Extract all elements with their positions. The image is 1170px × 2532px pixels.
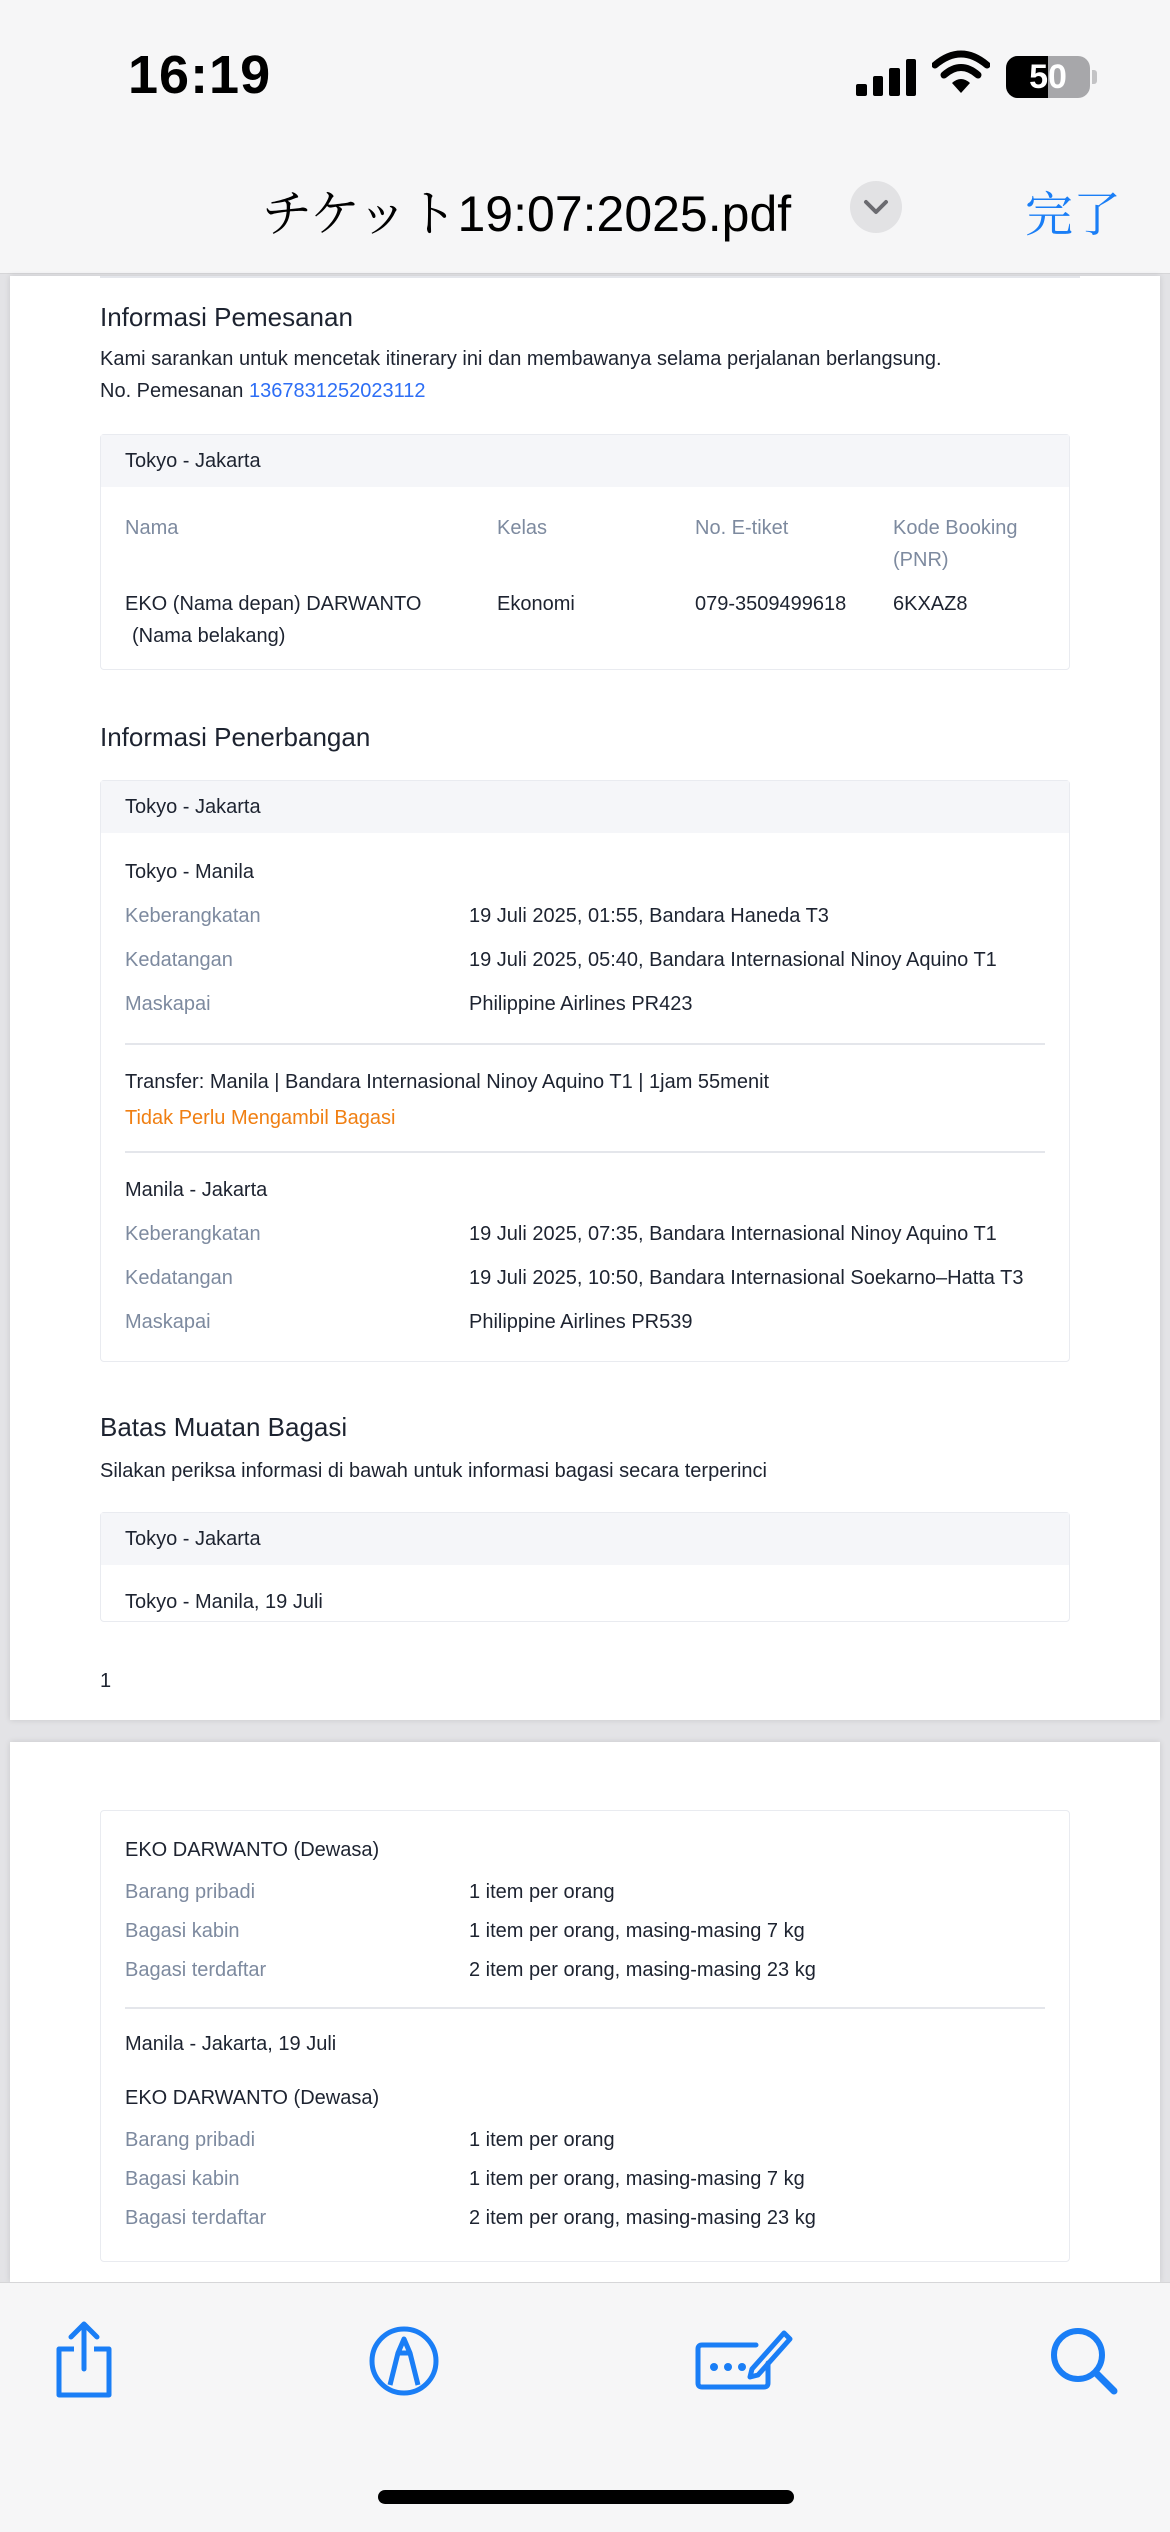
title-menu-button[interactable] bbox=[850, 181, 902, 233]
search-icon[interactable] bbox=[1048, 2325, 1120, 2397]
passenger-name-line2: (Nama belakang) bbox=[132, 625, 286, 647]
personal-item-value: 1 item per orang bbox=[469, 1881, 615, 1903]
segment-2-arr-value: 19 Juli 2025, 10:50, Bandara Internasional Soekarno–Hatta T3 bbox=[469, 1267, 1024, 1289]
markup-icon[interactable] bbox=[368, 2325, 440, 2397]
cabin-baggage-label: Bagasi kabin bbox=[125, 1920, 240, 1942]
segment-2-airline-label: Maskapai bbox=[125, 1311, 211, 1333]
battery-level: 50 bbox=[1029, 58, 1067, 96]
passenger-name-line1: EKO (Nama depan) DARWANTO bbox=[125, 593, 422, 615]
booking-number-row bbox=[100, 380, 425, 403]
passenger-table-route: Tokyo - Jakarta bbox=[125, 450, 261, 472]
battery-tip bbox=[1092, 70, 1097, 84]
segment-2-dep-label: Keberangkatan bbox=[125, 1223, 261, 1245]
cabin-baggage-label: Bagasi kabin bbox=[125, 2168, 240, 2190]
baggage-table-continued bbox=[100, 1810, 1070, 2262]
baggage-heading: Batas Muatan Bagasi bbox=[100, 1412, 348, 1442]
segment-2-title: Manila - Jakarta bbox=[125, 1179, 268, 1201]
segment-2-airline-value: Philippine Airlines PR539 bbox=[469, 1311, 693, 1333]
personal-item-label: Barang pribadi bbox=[125, 2129, 256, 2151]
col-pnr-line1: Kode Booking bbox=[893, 517, 1018, 539]
segment-1-dep-label: Keberangkatan bbox=[125, 905, 261, 927]
segment-1-title: Tokyo - Manila bbox=[125, 861, 254, 883]
booking-number-label: No. Pemesanan bbox=[100, 380, 244, 402]
cellular-signal-icon bbox=[856, 56, 916, 96]
baggage-passenger: EKO DARWANTO (Dewasa) bbox=[125, 1839, 380, 1861]
baggage-segment-1-title: Tokyo - Manila, 19 Juli bbox=[125, 1591, 323, 1613]
col-pnr-line2: (PNR) bbox=[893, 549, 949, 571]
segment-divider bbox=[125, 1043, 1045, 1045]
cabin-baggage-value: 1 item per orang, masing-masing 7 kg bbox=[469, 2168, 805, 2190]
baggage-note: Silakan periksa informasi di bawah untuk informasi bagasi secara terperinci bbox=[100, 1460, 767, 1482]
passenger-pnr: 6KXAZ8 bbox=[893, 593, 968, 615]
baggage-passenger: EKO DARWANTO (Dewasa) bbox=[125, 2087, 380, 2109]
segment-1-arr-label: Kedatangan bbox=[125, 949, 233, 971]
share-icon[interactable] bbox=[52, 2319, 116, 2399]
checked-baggage-label: Bagasi terdaftar bbox=[125, 2207, 267, 2229]
baggage-table-top bbox=[100, 1512, 1070, 1622]
booking-number-value[interactable]: 1367831252023112 bbox=[248, 380, 426, 402]
done-button[interactable]: 完了 bbox=[1025, 189, 1122, 242]
transfer-info: Transfer: Manila | Bandara Internasional Ninoy Aquino T1 | 1jam 55menit bbox=[125, 1071, 770, 1093]
col-eticket: No. E-tiket bbox=[695, 517, 789, 539]
flight-table bbox=[100, 780, 1070, 1362]
home-indicator[interactable] bbox=[378, 2490, 794, 2504]
battery-icon bbox=[1006, 56, 1090, 98]
personal-item-value: 1 item per orang bbox=[469, 2129, 615, 2151]
segment-2-arr-label: Kedatangan bbox=[125, 1267, 233, 1289]
chevron-down-icon bbox=[862, 195, 890, 219]
baggage-table-route: Tokyo - Jakarta bbox=[125, 1528, 261, 1550]
personal-item-label: Barang pribadi bbox=[125, 1881, 256, 1903]
segment-1-airline-label: Maskapai bbox=[125, 993, 211, 1015]
segment-divider bbox=[125, 1151, 1045, 1153]
booking-note: Kami sarankan untuk mencetak itinerary ini dan membawanya selama perjalanan berlangsung. bbox=[100, 348, 942, 370]
top-bar bbox=[0, 0, 1170, 274]
booking-heading: Informasi Pemesanan bbox=[100, 302, 353, 332]
pdf-page-2[interactable] bbox=[10, 1742, 1160, 2282]
checked-baggage-label: Bagasi terdaftar bbox=[125, 1959, 267, 1981]
baggage-segment-2-title: Manila - Jakarta, 19 Juli bbox=[125, 2033, 337, 2055]
segment-1-airline-value: Philippine Airlines PR423 bbox=[469, 993, 693, 1015]
segment-2-dep-value: 19 Juli 2025, 07:35, Bandara Internasional Ninoy Aquino T1 bbox=[469, 1223, 997, 1245]
page-number: 1 bbox=[100, 1670, 112, 1692]
flight-table-route: Tokyo - Jakarta bbox=[125, 796, 261, 818]
checked-baggage-value: 2 item per orang, masing-masing 23 kg bbox=[469, 2207, 816, 2229]
status-time: 16:19 bbox=[128, 45, 272, 105]
segment-1-dep-value: 19 Juli 2025, 01:55, Bandara Haneda T3 bbox=[469, 905, 829, 927]
signature-icon[interactable] bbox=[694, 2327, 794, 2393]
passenger-eticket: 079-3509499618 bbox=[695, 593, 847, 615]
passenger-table bbox=[100, 434, 1070, 670]
checked-baggage-value: 2 item per orang, masing-masing 23 kg bbox=[469, 1959, 816, 1981]
segment-1-arr-value: 19 Juli 2025, 05:40, Bandara Internasional Ninoy Aquino T1 bbox=[469, 949, 997, 971]
page-top-divider bbox=[100, 276, 1080, 278]
col-name: Nama bbox=[125, 517, 179, 539]
wifi-icon bbox=[932, 50, 990, 96]
col-class: Kelas bbox=[497, 517, 548, 539]
baggage-divider bbox=[125, 2007, 1045, 2009]
cabin-baggage-value: 1 item per orang, masing-masing 7 kg bbox=[469, 1920, 805, 1942]
flight-heading: Informasi Penerbangan bbox=[100, 722, 371, 752]
passenger-class: Ekonomi bbox=[497, 593, 575, 615]
pdf-page-1[interactable] bbox=[10, 276, 1160, 1720]
transfer-note: Tidak Perlu Mengambil Bagasi bbox=[125, 1107, 396, 1129]
document-title[interactable]: チケット19:07:2025.pdf bbox=[262, 186, 792, 242]
